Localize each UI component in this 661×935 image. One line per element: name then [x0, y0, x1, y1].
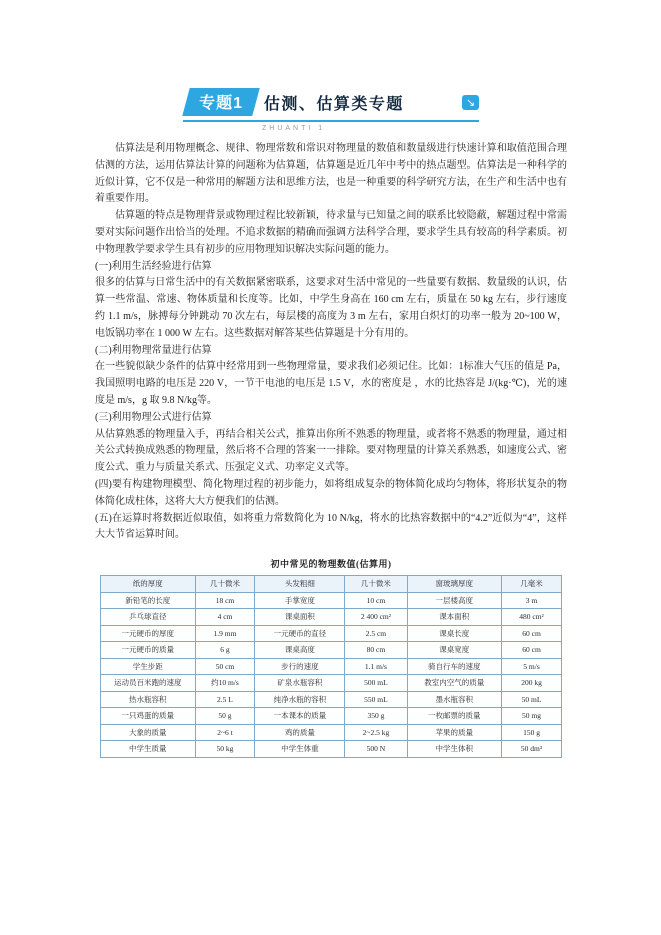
item-value-cell: 50 cm — [195, 658, 255, 675]
item-name-cell: 课桌面积 — [255, 609, 345, 626]
item-value-cell: 10 cm — [345, 592, 407, 609]
document-page — [95, 88, 567, 758]
item-name-cell: 一元硬币的质量 — [101, 642, 196, 659]
item-name-cell: 热水瓶容积 — [101, 691, 196, 708]
item-name-cell: 一只鸡蛋的质量 — [101, 708, 196, 725]
item-value-cell: 2~2.5 kg — [345, 724, 407, 741]
paragraph: 估算题的特点是物理背景或物理过程比较新颖，待求量与已知量之间的联系比较隐蔽，解题过程中常需要对实际问题作出恰当的处理。不追求数据的精确而强调方法科学合理，要求学生具有较高的科学素质。初中物理教学要求学生具有初步的应用物理知识解决实际问题的能力。 — [95, 210, 567, 255]
paragraph: 从估算熟悉的物理量入手，再结合相关公式，推算出你所不熟悉的物理量，或者将不熟悉的物理量，通过相关公式转换成熟悉的物理量，然后将不合理的答案一一排除。要对物理量的计算关系熟悉，如速度公式、密度公式、重力与质量关系式、压强定义式、功率定义式等。 — [95, 428, 567, 474]
item-value-cell: 6 g — [195, 642, 255, 659]
item-value-cell: 350 g — [345, 708, 407, 725]
item-value-cell: 500 N — [345, 741, 407, 758]
item-value-cell: 50 kg — [195, 741, 255, 758]
item-value-cell: 480 cm² — [502, 609, 562, 626]
item-value-cell: 200 kg — [502, 675, 562, 692]
item-value-cell: 1.1 m/s — [345, 658, 407, 675]
item-value-cell: 2.5 L — [195, 691, 255, 708]
corner-arrow-icon: ↘ — [462, 95, 479, 110]
item-value-cell: 50 mL — [502, 691, 562, 708]
item-value-cell: 60 cm — [502, 625, 562, 642]
item-name-cell: 步行的速度 — [255, 658, 345, 675]
item-name-cell: 中学生体积 — [407, 741, 502, 758]
item-value-cell: 50 g — [195, 708, 255, 725]
page-title: 估测、估算类专题 — [263, 95, 404, 113]
item-value-cell: 约10 m/s — [195, 675, 255, 692]
table-row — [101, 675, 562, 692]
table-row — [101, 576, 562, 593]
paragraph: 很多的估算与日常生活中的有关数据紧密联系，这要求对生活中常见的一些量要有数据、数量级的认识，估算一些常温、常速、物体质量和长度等。比如，中学生身高在 160 cm 左右，质量在 50 kg 左右，步行速度约 1.1 m/s，脉搏每分钟跳动 70 次左右，每层楼的高度为 3 m 左右，家用白炽灯的功率一般为 20~100 W，电饭锅功率在 1 000 W 左右。这些数据对解答某些估算题是十分有用的。 — [95, 277, 567, 339]
table-row — [101, 625, 562, 642]
item-name-cell: 教室内空气的质量 — [407, 675, 502, 692]
table-row — [101, 741, 562, 758]
item-name-cell: 一枚邮票的质量 — [407, 708, 502, 725]
item-name-cell: 中学生质量 — [101, 741, 196, 758]
paragraph: 在一些貌似缺少条件的估算中经常用到一些物理常量，要求我们必须记住。比如：1标准大气压的值是 Pa，我国照明电路的电压是 220 V，一节干电池的电压是 1.5 V，水的密度是 ，水的比热容是 J/(kg·℃)，光的速度是 m/s，g 取 9.8 N/kg等。 — [95, 361, 567, 406]
paragraph: (四)要有构建物理模型、简化物理过程的初步能力，如将组成复杂的物体简化成均匀物体，将形状复杂的物体简化成柱体，这将大大方便我们的估测。 — [95, 478, 567, 507]
table-row — [101, 609, 562, 626]
item-value-cell: 2.5 cm — [345, 625, 407, 642]
item-name-cell: 新铅笔的长度 — [101, 592, 196, 609]
item-value-cell: 550 mL — [345, 691, 407, 708]
topic-header — [183, 88, 479, 132]
item-value-cell: 50 dm³ — [502, 741, 562, 758]
item-name-cell: 一元硬币的厚度 — [101, 625, 196, 642]
item-name-cell: 苹果的质量 — [407, 724, 502, 741]
body-text — [95, 141, 567, 544]
table-row — [101, 724, 562, 741]
table-row — [101, 658, 562, 675]
table-block — [95, 557, 567, 758]
item-name-cell: 纸的厚度 — [101, 576, 196, 593]
item-name-cell: 矿泉水瓶容积 — [255, 675, 345, 692]
item-value-cell: 几十微米 — [195, 576, 255, 593]
item-name-cell: 头发粗细 — [255, 576, 345, 593]
paragraph: (一)利用生活经验进行估算 — [95, 260, 212, 272]
item-name-cell: 墨水瓶容积 — [407, 691, 502, 708]
topic-badge-label: 专题1 — [199, 95, 244, 112]
table-row — [101, 592, 562, 609]
topic-pinyin-label: ZHUANTI 1 — [262, 125, 326, 132]
paragraph: (二)利用物理常量进行估算 — [95, 344, 212, 356]
item-name-cell: 课桌宽度 — [407, 642, 502, 659]
paragraph: 估算法是利用物理概念、规律、物理常数和常识对物理量的数值和数量级进行快速计算和取值范围合理估测的方法，运用估算法计算的问题称为估算题，估算题是近几年中考中的热点题型。估算法是一种科学的近似计算，它不仅是一种常用的解题方法和思维方法，也是一种重要的科学研究方法，在生产和生活中也有着重要作用。 — [95, 143, 567, 205]
item-name-cell: 运动员百米跑的速度 — [101, 675, 196, 692]
paragraph: (三)利用物理公式进行估算 — [95, 411, 212, 423]
topic-badge — [182, 88, 259, 116]
item-name-cell: 一层楼高度 — [407, 592, 502, 609]
item-value-cell: 几十微米 — [345, 576, 407, 593]
item-name-cell: 中学生体重 — [255, 741, 345, 758]
table-title: 初中常见的物理数值(估算用) — [270, 559, 392, 570]
item-value-cell: 1.9 mm — [195, 625, 255, 642]
item-name-cell: 一本课本的质量 — [255, 708, 345, 725]
item-value-cell: 几毫米 — [502, 576, 562, 593]
table-row — [101, 708, 562, 725]
item-name-cell: 窗玻璃厚度 — [407, 576, 502, 593]
item-name-cell: 一元硬币的直径 — [255, 625, 345, 642]
item-name-cell: 大象的质量 — [101, 724, 196, 741]
item-value-cell: 60 cm — [502, 642, 562, 659]
item-value-cell: 150 g — [502, 724, 562, 741]
item-name-cell: 课桌长度 — [407, 625, 502, 642]
item-value-cell: 2 400 cm² — [345, 609, 407, 626]
physics-values-table — [100, 575, 562, 758]
item-value-cell: 4 cm — [195, 609, 255, 626]
item-value-cell: 18 cm — [195, 592, 255, 609]
item-name-cell: 纯净水瓶的容积 — [255, 691, 345, 708]
item-name-cell: 鸡的质量 — [255, 724, 345, 741]
item-name-cell: 骑自行车的速度 — [407, 658, 502, 675]
item-value-cell: 50 mg — [502, 708, 562, 725]
item-name-cell: 课本面积 — [407, 609, 502, 626]
table-row — [101, 691, 562, 708]
item-name-cell: 乒乓球直径 — [101, 609, 196, 626]
item-value-cell: 2~6 t — [195, 724, 255, 741]
table-row — [101, 642, 562, 659]
item-name-cell: 学生步距 — [101, 658, 196, 675]
item-value-cell: 5 m/s — [502, 658, 562, 675]
paragraph: (五)在运算时将数据近似取值，如将重力常数简化为 10 N/kg，将水的比热容数据中的“4.2”近似为“4”，这样大大节省运算时间。 — [95, 512, 567, 541]
item-value-cell: 80 cm — [345, 642, 407, 659]
title-row — [183, 88, 479, 122]
item-name-cell: 课桌高度 — [255, 642, 345, 659]
item-value-cell: 500 mL — [345, 675, 407, 692]
physics-values-table-body — [101, 576, 562, 758]
item-name-cell: 手掌宽度 — [255, 592, 345, 609]
item-value-cell: 3 m — [502, 592, 562, 609]
